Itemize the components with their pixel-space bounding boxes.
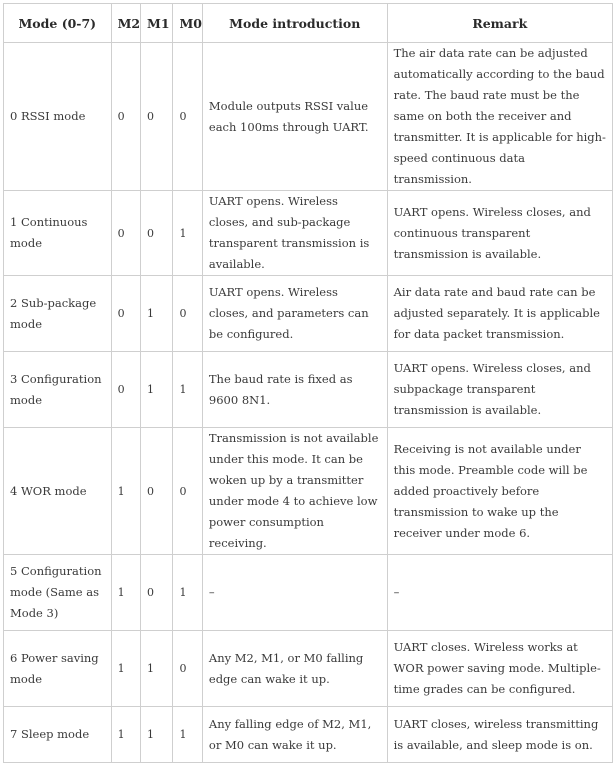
intro-cell: Any falling edge of M2, M1, or M0 can wake it up. bbox=[202, 707, 387, 763]
m1-cell: 1 bbox=[141, 352, 173, 428]
m1-cell: 1 bbox=[141, 276, 173, 352]
header-mode-introduction: Mode introduction bbox=[202, 4, 387, 43]
intro-cell: Any M2, M1, or M0 falling edge can wake it up. bbox=[202, 631, 387, 707]
m0-cell: 1 bbox=[173, 555, 202, 631]
m2-cell: 1 bbox=[111, 707, 140, 763]
intro-cell: UART opens. Wireless closes, and parameters can be configured. bbox=[202, 276, 387, 352]
intro-cell: The baud rate is fixed as 9600 8N1. bbox=[202, 352, 387, 428]
mode-cell: 1 Continuous mode bbox=[4, 191, 112, 276]
m1-cell: 0 bbox=[141, 428, 173, 555]
m1-cell: 1 bbox=[141, 631, 173, 707]
m2-cell: 0 bbox=[111, 276, 140, 352]
intro-cell: Transmission is not available under this mode. It can be woken up by a transmitter under mode 4 to achieve low power consumption receiving. bbox=[202, 428, 387, 555]
mode-cell: 6 Power saving mode bbox=[4, 631, 112, 707]
header-row bbox=[4, 4, 613, 43]
m1-cell: 0 bbox=[141, 555, 173, 631]
m1-cell: 1 bbox=[141, 707, 173, 763]
m0-cell: 0 bbox=[173, 276, 202, 352]
remark-cell: UART closes. Wireless works at WOR power saving mode. Multiple-time grades can be configured. bbox=[387, 631, 612, 707]
intro-cell: UART opens. Wireless closes, and sub-package transparent transmission is available. bbox=[202, 191, 387, 276]
table-row bbox=[4, 191, 613, 276]
m0-cell: 0 bbox=[173, 43, 202, 191]
m2-cell: 1 bbox=[111, 428, 140, 555]
intro-cell: – bbox=[202, 555, 387, 631]
table-row bbox=[4, 428, 613, 555]
remark-cell: – bbox=[387, 555, 612, 631]
remark-cell: The air data rate can be adjusted automatically according to the baud rate. The baud rate must be the same on both the receiver and transmitter. It is applicable for high-speed continuous data transmission. bbox=[387, 43, 612, 191]
m2-cell: 1 bbox=[111, 555, 140, 631]
header-mode: Mode (0-7) bbox=[4, 4, 112, 43]
m1-cell: 0 bbox=[141, 191, 173, 276]
remark-cell: UART opens. Wireless closes, and continuous transparent transmission is available. bbox=[387, 191, 612, 276]
mode-cell: 4 WOR mode bbox=[4, 428, 112, 555]
header-m0: M0 bbox=[173, 4, 202, 43]
remark-cell: UART opens. Wireless closes, and subpackage transparent transmission is available. bbox=[387, 352, 612, 428]
remark-cell: UART closes, wireless transmitting is available, and sleep mode is on. bbox=[387, 707, 612, 763]
m0-cell: 0 bbox=[173, 428, 202, 555]
modes-table bbox=[3, 3, 613, 763]
header-remark: Remark bbox=[387, 4, 612, 43]
m0-cell: 1 bbox=[173, 191, 202, 276]
table-row bbox=[4, 276, 613, 352]
m2-cell: 1 bbox=[111, 631, 140, 707]
m2-cell: 0 bbox=[111, 352, 140, 428]
mode-cell: 5 Configuration mode (Same as Mode 3) bbox=[4, 555, 112, 631]
mode-cell: 3 Configuration mode bbox=[4, 352, 112, 428]
remark-cell: Receiving is not available under this mode. Preamble code will be added proactively before transmission to wake up the receiver under mode 6. bbox=[387, 428, 612, 555]
m2-cell: 0 bbox=[111, 191, 140, 276]
intro-cell: Module outputs RSSI value each 100ms through UART. bbox=[202, 43, 387, 191]
table-row bbox=[4, 555, 613, 631]
table-row bbox=[4, 43, 613, 191]
table-row bbox=[4, 631, 613, 707]
m0-cell: 0 bbox=[173, 631, 202, 707]
m0-cell: 1 bbox=[173, 707, 202, 763]
m2-cell: 0 bbox=[111, 43, 140, 191]
m0-cell: 1 bbox=[173, 352, 202, 428]
mode-cell: 0 RSSI mode bbox=[4, 43, 112, 191]
mode-cell: 7 Sleep mode bbox=[4, 707, 112, 763]
table-row bbox=[4, 707, 613, 763]
m1-cell: 0 bbox=[141, 43, 173, 191]
mode-cell: 2 Sub-package mode bbox=[4, 276, 112, 352]
header-m1: M1 bbox=[141, 4, 173, 43]
remark-cell: Air data rate and baud rate can be adjusted separately. It is applicable for data packet transmission. bbox=[387, 276, 612, 352]
header-m2: M2 bbox=[111, 4, 140, 43]
table-row bbox=[4, 352, 613, 428]
